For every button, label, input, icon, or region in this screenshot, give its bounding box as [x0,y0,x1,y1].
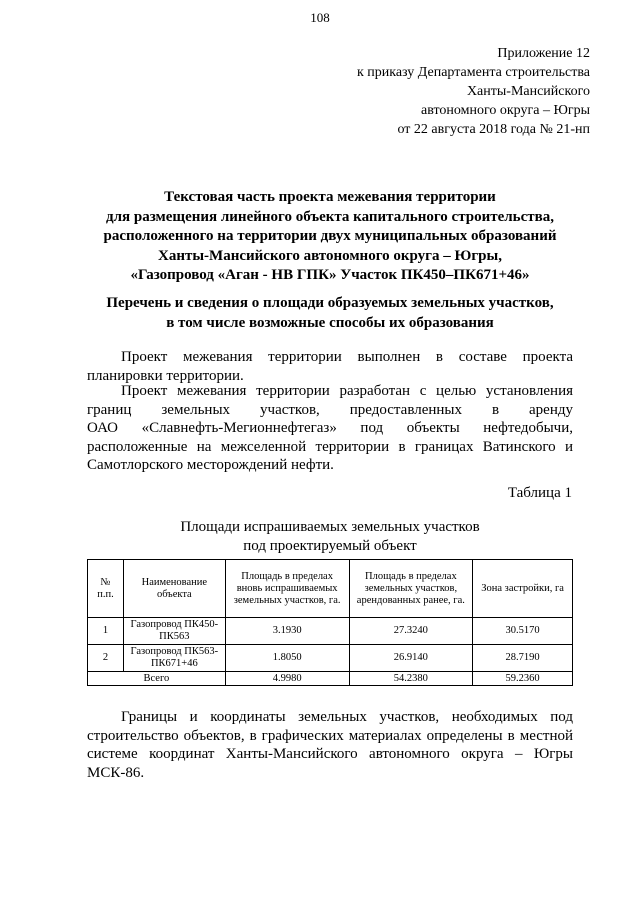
header-new-area: Площадь в пределах вновь испрашиваемых земельных участков, га. [225,560,349,618]
header-leased-area: Площадь в пределах земельных участков, арендованных ранее, га. [349,560,473,618]
cell-zone: 28.7190 [473,645,573,672]
subtitle-line: Перечень и сведения о площади образуемых земельных участков, [106,295,554,311]
paragraph-2 [87,382,573,475]
document-title [60,188,600,286]
paragraph-line: Самотлорского месторождений нефти. [87,457,334,473]
paragraph-line: планировки территории. [87,367,244,384]
appendix-line: от 22 августа 2018 года № 21-нп [397,122,590,137]
table-label: Таблица 1 [507,485,572,501]
cell-leased-area: 26.9140 [349,645,473,672]
total-label: Всего [88,672,226,686]
paragraph-line: Границы и координаты земельных участков, необходимых под [121,709,573,725]
appendix-reference [290,44,590,139]
paragraph-3 [87,708,573,782]
title-line: Ханты-Мансийского автономного округа – Югры, [158,247,502,264]
header-object-name: Наименование объекта [123,560,225,618]
table-row [88,618,573,645]
total-new-area: 4.9980 [225,672,349,686]
appendix-line: к приказу Департамента строительства [356,65,590,80]
total-leased-area: 54.2380 [349,672,473,686]
title-line: «Газопровод «Аган - НВ ГПК» Участок ПК450–ПК671+46» [130,267,530,283]
appendix-line: автономного округа – Югры [421,103,590,118]
title-line: Текстовая часть проекта межевания территории [164,189,496,205]
title-line: для размещения линейного объекта капитального строительства, [106,208,554,225]
page-number: 108 [310,10,330,25]
paragraph-line: системе координат Ханты-Мансийского автономного округа – Югры [87,746,573,762]
table-caption [60,518,600,556]
appendix-line: Ханты-Мансийского [466,84,590,99]
paragraph-1 [87,348,573,385]
paragraph-line: строительство объектов, в графических материалах определены в местной [87,727,573,744]
cell-number: 2 [88,645,124,672]
title-line: расположенного на территории двух муниципальных образований [103,228,557,244]
paragraph-line: границ земельных участков, предоставленных в аренду [87,401,573,418]
section-subtitle [60,294,600,333]
header-number: № п.п. [88,560,124,618]
cell-new-area: 3.1930 [225,618,349,645]
paragraph-line: Проект межевания территории разработан с целью установления [121,383,573,399]
table-total-row [88,672,573,686]
cell-new-area: 1.8050 [225,645,349,672]
caption-line: под проектируемый объект [243,538,417,554]
subtitle-line: в том числе возможные способы их образования [166,314,494,331]
total-zone: 59.2360 [473,672,573,686]
paragraph-line: расположенные на межселенной территории в границах Ватинского и [87,438,573,455]
table-row [88,645,573,672]
cell-zone: 30.5170 [473,618,573,645]
cell-leased-area: 27.3240 [349,618,473,645]
cell-number: 1 [88,618,124,645]
land-plots-table [87,559,573,686]
table-header-row [88,560,573,618]
appendix-line: Приложение 12 [497,46,590,61]
cell-object-name: Газопровод ПК450-ПК563 [123,618,225,645]
cell-object-name: Газопровод ПК563-ПК671+46 [123,645,225,672]
caption-line: Площади испрашиваемых земельных участков [180,519,480,535]
paragraph-line: Проект межевания территории выполнен в составе проекта [121,349,573,365]
header-zone: Зона застройки, га [473,560,573,618]
paragraph-line: ОАО «Славнефть-Мегионнефтегаз» под объекты нефтедобычи, [87,420,573,436]
paragraph-line: МСК-86. [87,764,145,781]
